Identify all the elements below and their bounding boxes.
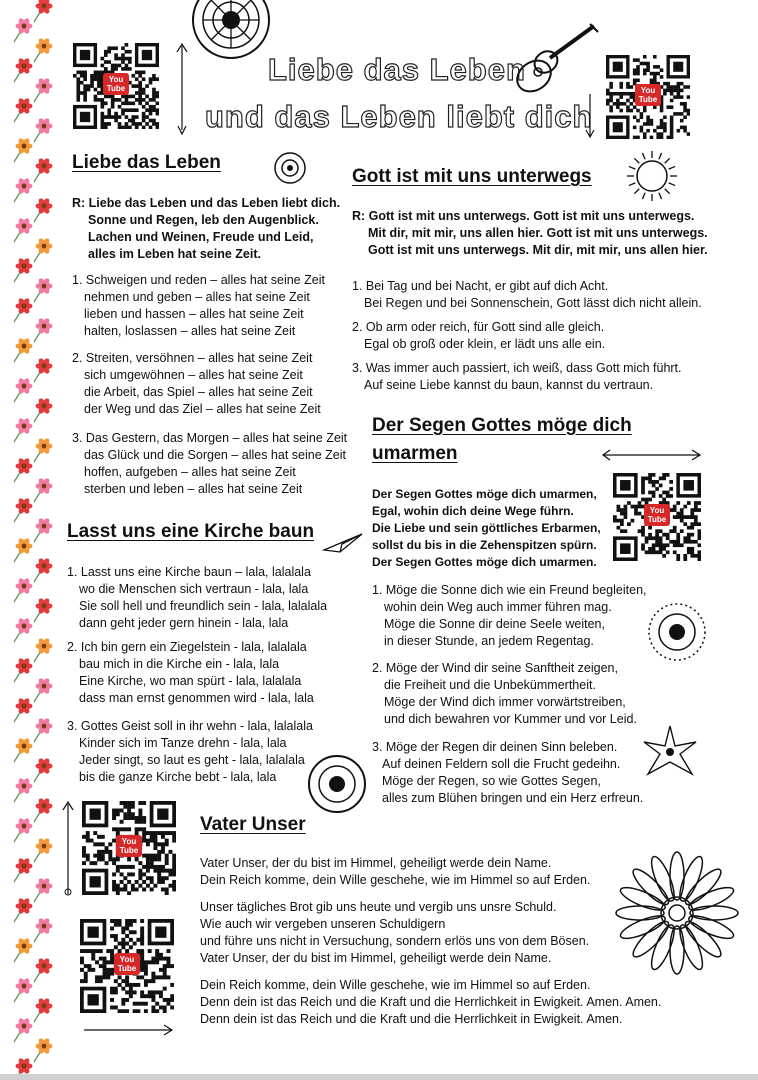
verse-line: 3. Das Gestern, das Morgen – alles hat seine Zeit [72, 431, 348, 445]
verse-line: sich umgewöhnen – alles hat seine Zeit [84, 368, 303, 382]
verse-liebe-3 [72, 430, 347, 498]
verse-line: 1. Schweigen und reden – alles hat seine Zeit [72, 273, 325, 287]
verse-line: halten, loslassen – alles hat seine Zeit [84, 324, 296, 338]
refrain-segen [372, 486, 601, 571]
page-title-line2: und das Leben liebt dich [205, 99, 593, 134]
verse-kirche-2 [67, 639, 314, 707]
refrain-line: Lachen und Weinen, Freude und Leid, [88, 230, 314, 244]
prayer-line: Denn dein ist das Reich und die Kraft und die Herrlichkeit in Ewigkeit. Amen. Amen. [200, 995, 662, 1009]
verse-line: 2. Ich bin gern ein Ziegelstein - lala, lalalala [67, 640, 307, 654]
arrow-decoration-icon [600, 448, 706, 462]
youtube-badge: You Tube [635, 84, 661, 106]
verse-gott-1 [352, 278, 702, 312]
refrain-line: Der Segen Gottes möge dich umarmen, [372, 487, 597, 501]
refrain-line: Gott ist mit uns unterwegs. Mit dir, mit mir, uns allen hier. [368, 243, 708, 257]
prayer-line: Denn dein ist das Reich und die Kraft und die Herrlichkeit in Ewigkeit. Amen. [200, 1012, 623, 1026]
refrain-line: Egal, wohin dich deine Wege führn. [372, 504, 574, 518]
guitar-icon [510, 20, 602, 98]
star-flower-icon [640, 724, 700, 780]
prayer-line: Vater Unser, der du bist im Himmel, geheiligt werde dein Name. [200, 856, 552, 870]
verse-line: und dich bewahren vor Kummer und vor Leid. [384, 712, 637, 726]
verse-line: das Glück und die Sorgen – alles hat seine Zeit [84, 448, 346, 462]
verse-line: dann geht jeder gern hinein - lala, lala [79, 616, 289, 630]
youtube-badge: You Tube [116, 835, 142, 857]
verse-line: hoffen, aufgeben – alles hat seine Zeit [84, 465, 296, 479]
verse-line: lieben und hassen – alles hat seine Zeit [84, 307, 304, 321]
prayer-line: Vater Unser, der du bist im Himmel, geheiligt werde dein Name. [200, 951, 552, 965]
verse-line: 3. Gottes Geist soll in ihr wehn - lala, lalalala [67, 719, 313, 733]
verse-line: Auf seine Liebe kannst du baun, kannst du vertraun. [364, 378, 654, 392]
verse-line: Möge die Sonne dir deine Seele weiten, [384, 617, 605, 631]
prayer-line: Dein Reich komme, dein Wille geschehe, wie im Himmel so auf Erden. [200, 873, 591, 887]
prayer-line: Wie auch wir vergeben unseren Schuldigern [200, 917, 446, 931]
mandala-icon [190, 0, 272, 62]
heading-vater-unser: Vater Unser [200, 814, 306, 835]
verse-liebe-1 [72, 272, 325, 340]
refrain-line: Mit dir, mit mir, uns allen hier. Gott ist mit uns unterwegs. [368, 226, 708, 240]
verse-line: 3. Was immer auch passiert, ich weiß, dass Gott mich führt. [352, 361, 682, 375]
heading-liebe-das-leben: Liebe das Leben [72, 152, 221, 173]
refrain-line: R: Gott ist mit uns unterwegs. Gott ist mit uns unterwegs. [352, 209, 695, 223]
prayer-line: Unser tägliches Brot gib uns heute und vergib uns unsre Schuld. [200, 900, 557, 914]
prayer-line: Dein Reich komme, dein Wille geschehe, wie im Himmel so auf Erden. [200, 978, 591, 992]
verse-segen-3 [372, 739, 643, 807]
verse-kirche-3 [67, 718, 313, 786]
verse-line: 1. Lasst uns eine Kirche baun – lala, lalalala [67, 565, 311, 579]
verse-line: 3. Möge der Regen dir deinen Sinn beleben. [372, 740, 618, 754]
bottom-edge [0, 1074, 758, 1080]
youtube-badge: You Tube [103, 73, 129, 95]
arrow-decoration-icon [80, 1024, 176, 1036]
qr-code-kirche[interactable] [82, 801, 176, 895]
heading-gott-unterwegs: Gott ist mit uns unterwegs [352, 166, 592, 187]
verse-line: Sie soll hell und freundlich sein - lala, lalalala [79, 599, 328, 613]
refrain-line: R: Liebe das Leben und das Leben liebt dich. [72, 196, 341, 210]
refrain-line: sollst du bis in die Zehenspitzen spürn. [372, 538, 597, 552]
verse-line: dass man ernst genommen wird - lala, lala [79, 691, 314, 705]
paper-plane-icon [322, 530, 364, 554]
refrain-line: alles im Leben hat seine Zeit. [88, 247, 261, 261]
verse-liebe-2 [72, 350, 321, 418]
qr-code-segen[interactable] [613, 473, 701, 561]
verse-line: Auf deinen Feldern soll die Frucht gedeihn. [382, 757, 621, 771]
verse-line: Möge der Wind dich immer vorwärtstreiben, [384, 695, 626, 709]
verse-line: in dieser Stunde, an jedem Regentag. [384, 634, 594, 648]
prayer-line: und führe uns nicht in Versuchung, sondern erlös uns von dem Bösen. [200, 934, 590, 948]
verse-line: sterben und leben – alles hat seine Zeit [84, 482, 303, 496]
verse-line: der Weg und das Ziel – alles hat seine Zeit [84, 402, 321, 416]
large-flower-icon [612, 850, 742, 976]
verse-line: Kinder sich im Tanze drehn - lala, lala [79, 736, 287, 750]
sun-icon [626, 150, 678, 202]
verse-segen-1 [372, 582, 647, 650]
refrain-liebe [72, 195, 340, 263]
prayer-paragraph-1 [200, 855, 590, 889]
prayer-paragraph-2 [200, 899, 589, 967]
verse-line: die Freiheit und die Unbekümmertheit. [384, 678, 596, 692]
verse-line: wo die Menschen sich vertraun - lala, lala [79, 582, 309, 596]
verse-line: 2. Möge der Wind dir seine Sanftheit zeigen, [372, 661, 618, 675]
refrain-gott [352, 208, 708, 259]
refrain-line: Die Liebe und sein göttliches Erbarmen, [372, 521, 601, 535]
verse-line: Bei Regen und bei Sonnenschein, Gott lässt dich nicht allein. [364, 296, 702, 310]
floral-border [0, 0, 60, 1080]
flower-doodle-icon [640, 598, 714, 666]
verse-line: die Arbeit, das Spiel – alles hat seine Zeit [84, 385, 313, 399]
qr-code-title[interactable] [606, 55, 690, 139]
verse-line: 1. Bei Tag und bei Nacht, er gibt auf dich Acht. [352, 279, 609, 293]
youtube-badge: You Tube [644, 504, 670, 526]
flower-doodle-icon [270, 150, 310, 186]
mandala-small-icon [306, 750, 368, 818]
verse-kirche-1 [67, 564, 327, 632]
verse-line: wohin dein Weg auch immer führen mag. [384, 600, 612, 614]
refrain-line: Der Segen Gottes möge dich umarmen. [372, 555, 597, 569]
verse-line: alles zum Blühen bringen und ein Herz erfreun. [382, 791, 644, 805]
verse-line: Egal ob groß oder klein, er lädt uns alle ein. [364, 337, 606, 351]
verse-line: bau mich in die Kirche ein - lala, lala [79, 657, 280, 671]
page-title-line1: Liebe das Leben [268, 52, 526, 87]
youtube-badge: You Tube [114, 953, 140, 975]
verse-line: Möge der Regen, so wie Gottes Segen, [382, 774, 601, 788]
heading-segen-gottes: Der Segen Gottes möge dich [372, 415, 632, 436]
verse-line: 1. Möge die Sonne dich wie ein Freund begleiten, [372, 583, 647, 597]
refrain-line: Sonne und Regen, leb den Augenblick. [88, 213, 319, 227]
arrow-decoration-icon [60, 800, 76, 900]
verse-gott-2 [352, 319, 605, 353]
qr-code-liebe[interactable] [73, 43, 159, 129]
prayer-paragraph-3 [200, 977, 661, 1028]
heading-segen-gottes-line2: umarmen [372, 443, 458, 464]
verse-line: Jeder singt, so laut es geht - lala, lalalala [79, 753, 305, 767]
verse-segen-2 [372, 660, 637, 728]
verse-line: 2. Streiten, versöhnen – alles hat seine Zeit [72, 351, 313, 365]
verse-line: bis die ganze Kirche bebt - lala, lala [79, 770, 277, 784]
arrow-decoration-icon [176, 42, 188, 136]
heading-kirche-baun: Lasst uns eine Kirche baun [67, 521, 315, 542]
verse-line: Eine Kirche, wo man spürt - lala, lalalala [79, 674, 302, 688]
qr-code-vater[interactable] [80, 919, 174, 1013]
verse-line: nehmen und geben – alles hat seine Zeit [84, 290, 310, 304]
arrow-decoration-icon [585, 92, 595, 138]
verse-gott-3 [352, 360, 682, 394]
verse-line: 2. Ob arm oder reich, für Gott sind alle gleich. [352, 320, 605, 334]
